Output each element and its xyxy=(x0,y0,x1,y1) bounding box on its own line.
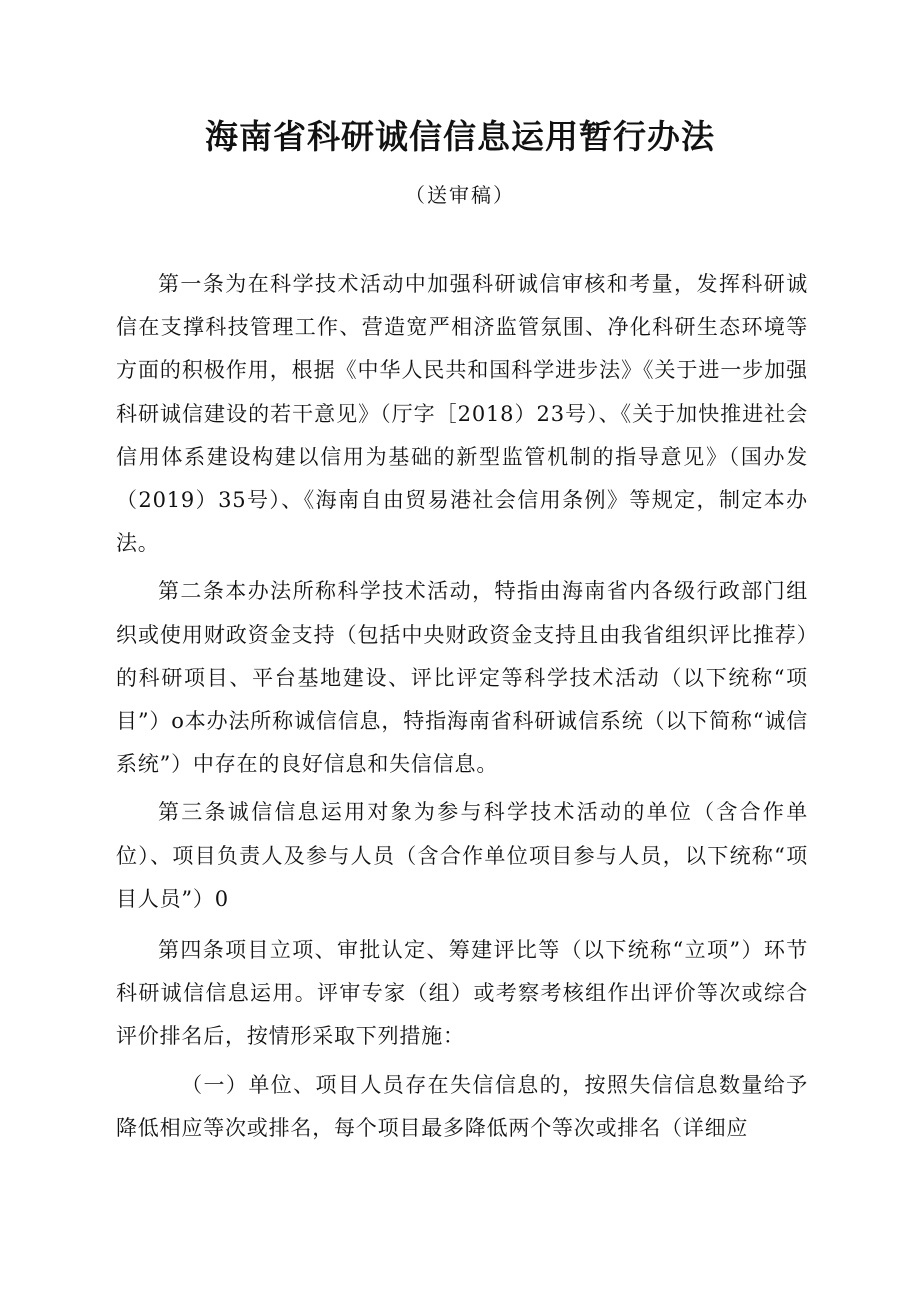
article-1-paragraph: 第一条为在科学技术活动中加强科研诚信审核和考量，发挥科研诚信在支撑科技管理工作、营造宽严相济监管氛围、净化科研生态环境等方面的积极作用，根据《中华人民共和国科学进步法》《关于进一步加强科研诚信建设的若干意见》（厅字［2018）23号）、《关于加快推进社会信用体系建设构建以信用为基础的新型监管机制的指导意见》（国办发（2019）35号）、《海南自由贸易港社会信用条例》等规定，制定本办法。 xyxy=(116,272,808,556)
document-subtitle: （送审稿） xyxy=(405,183,515,207)
document-body xyxy=(116,263,808,1150)
article-3-paragraph: 第三条诚信信息运用对象为参与科学技术活动的单位（含合作单位）、项目负责人及参与人员（含合作单位项目参与人员，以下统称“项目人员”）0 xyxy=(116,800,808,911)
article-4-paragraph: 第四条项目立项、审批认定、筹建评比等（以下统称“立项”）环节科研诚信信息运用。评审专家（组）或考察考核组作出评价等次或综合评价排名后，按情形采取下列措施： xyxy=(116,938,808,1049)
article-2-paragraph: 第二条本办法所称科学技术活动，特指由海南省内各级行政部门组织或使用财政资金支持（包括中央财政资金支持且由我省组织评比推荐）的科研项目、平台基地建设、评比评定等科学技术活动（以下统称“项目”）o本办法所称诚信信息，特指海南省科研诚信系统（以下简称“诚信系统”）中存在的良好信息和失信信息。 xyxy=(116,579,808,777)
document-title: 海南省科研诚信信息运用暂行办法 xyxy=(205,117,715,156)
article-4-item-1-paragraph: （一）单位、项目人员存在失信信息的，按照失信信息数量给予降低相应等次或排名，每个项目最多降低两个等次或排名（详细应 xyxy=(116,1072,808,1140)
